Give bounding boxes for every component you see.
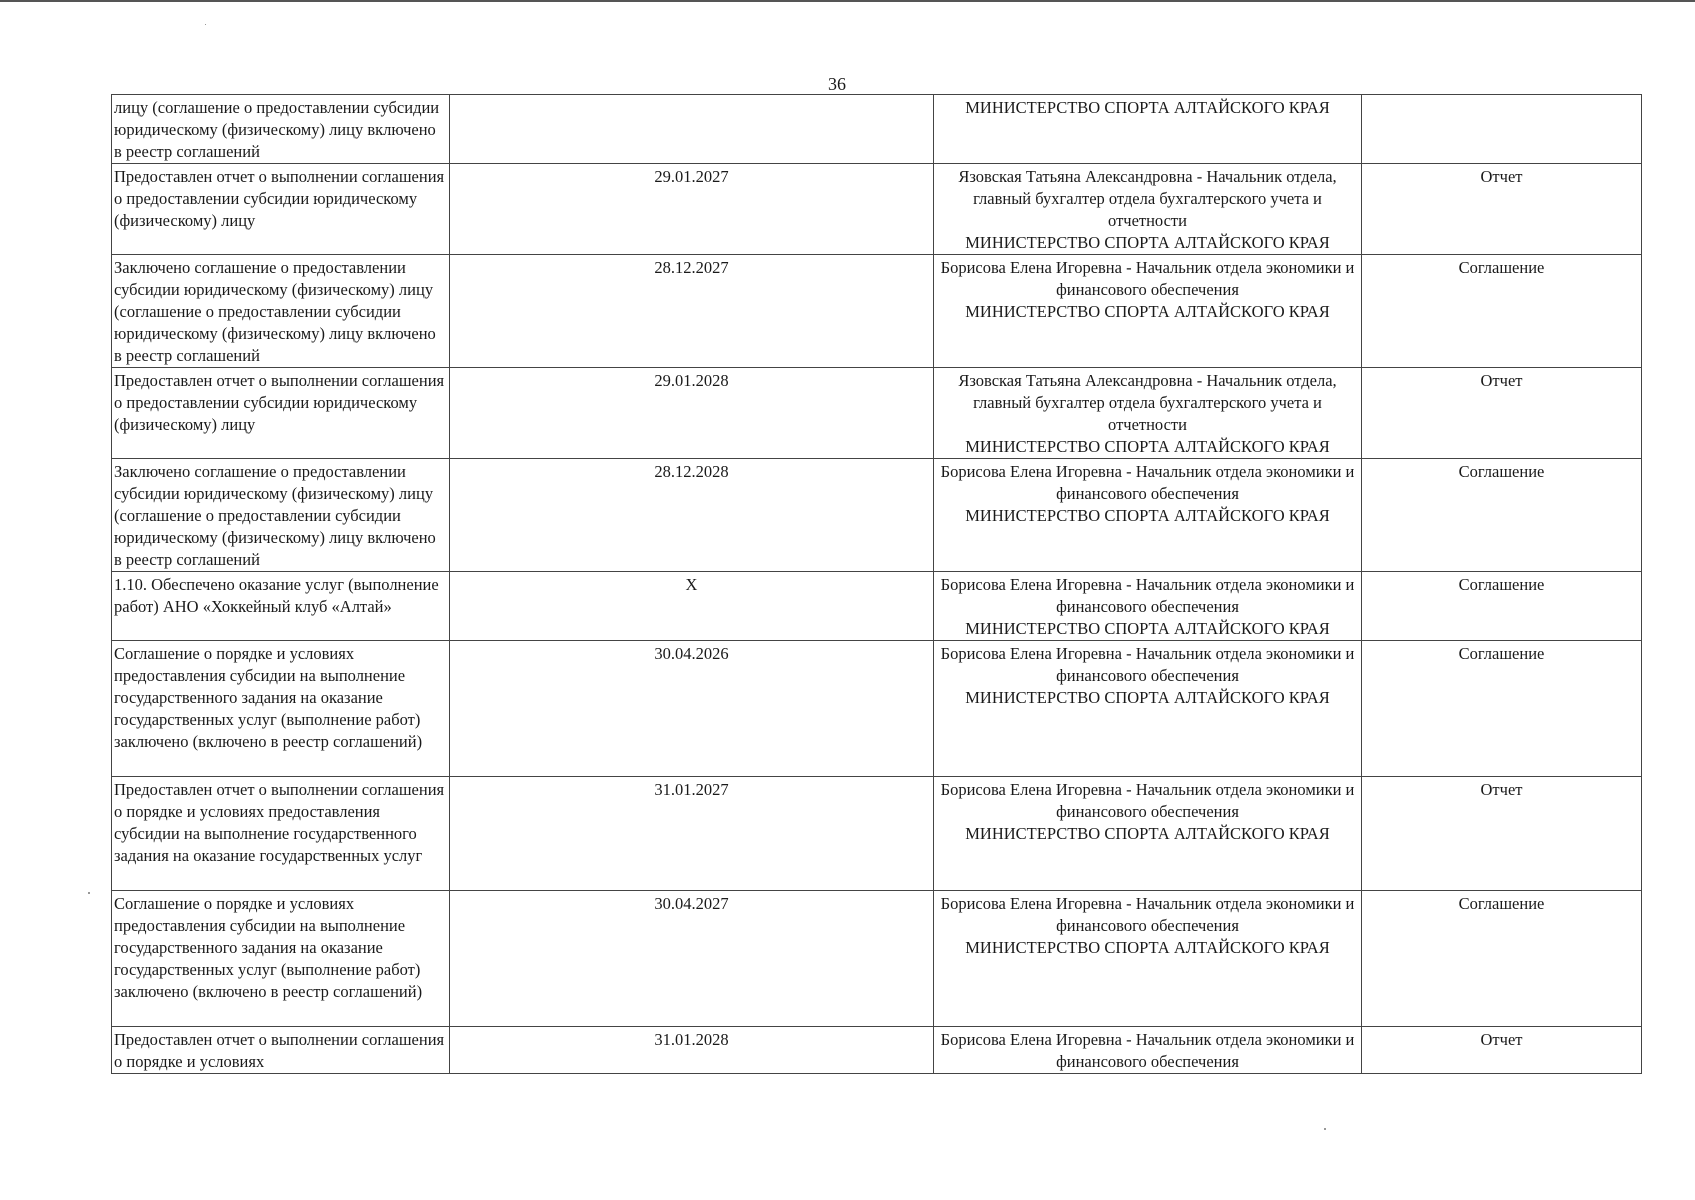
table-row (112, 459, 1642, 572)
scan-border-line (0, 0, 1695, 2)
responsible-cell (934, 255, 1362, 368)
date-cell: 29.01.2027 (450, 164, 934, 255)
scan-speck (1324, 1128, 1326, 1130)
date-cell: 31.01.2027 (450, 777, 934, 891)
responsible-org: МИНИСТЕРСТВО СПОРТА АЛТАЙСКОГО КРАЯ (965, 938, 1330, 957)
date-cell: 29.01.2028 (450, 368, 934, 459)
responsible-person: Язовская Татьяна Александровна - Начальник отдела, главный бухгалтер отдела бухгалтерского учета и отчетности (958, 167, 1337, 230)
document-type-cell: Соглашение (1362, 255, 1642, 368)
table-row (112, 368, 1642, 459)
table-row (112, 891, 1642, 1027)
event-cell: 1.10. Обеспечено оказание услуг (выполнение работ) АНО «Хоккейный клуб «Алтай» (112, 572, 450, 641)
scan-speck (205, 24, 206, 25)
event-cell: Заключено соглашение о предоставлении субсидии юридическому (физическому) лицу (соглашение о предоставлении субсидии юридическому (физическому) лицу включено в реестр соглашений (112, 255, 450, 368)
table-row (112, 641, 1642, 777)
responsible-person: Борисова Елена Игоревна - Начальник отдела экономики и финансового обеспечения (940, 894, 1355, 935)
date-cell: 30.04.2027 (450, 891, 934, 1027)
document-type-cell: Соглашение (1362, 572, 1642, 641)
responsible-person: Язовская Татьяна Александровна - Начальник отдела, главный бухгалтер отдела бухгалтерского учета и отчетности (958, 371, 1337, 434)
table-row (112, 255, 1642, 368)
responsible-cell (934, 459, 1362, 572)
responsible-cell (934, 95, 1362, 164)
responsible-person: Борисова Елена Игоревна - Начальник отдела экономики и финансового обеспечения (940, 462, 1355, 503)
event-cell: Предоставлен отчет о выполнении соглашения о предоставлении субсидии юридическому (физическому) лицу (112, 164, 450, 255)
responsible-cell (934, 368, 1362, 459)
date-cell (450, 95, 934, 164)
document-type-cell: Отчет (1362, 1027, 1642, 1074)
responsible-person: Борисова Елена Игоревна - Начальник отдела экономики и финансового обеспечения (940, 575, 1355, 616)
responsible-org: МИНИСТЕРСТВО СПОРТА АЛТАЙСКОГО КРАЯ (965, 506, 1330, 525)
date-cell: 28.12.2027 (450, 255, 934, 368)
date-cell: X (450, 572, 934, 641)
responsible-org: МИНИСТЕРСТВО СПОРТА АЛТАЙСКОГО КРАЯ (965, 98, 1330, 117)
table-row (112, 1027, 1642, 1074)
responsible-cell (934, 891, 1362, 1027)
document-type-cell: Соглашение (1362, 641, 1642, 777)
page-number: 36 (828, 74, 846, 94)
document-type-cell: Соглашение (1362, 891, 1642, 1027)
responsible-org: МИНИСТЕРСТВО СПОРТА АЛТАЙСКОГО КРАЯ (965, 619, 1330, 638)
responsible-person: Борисова Елена Игоревна - Начальник отдела экономики и финансового обеспечения (940, 1030, 1355, 1071)
scan-speck (88, 892, 90, 894)
document-type-cell: Отчет (1362, 164, 1642, 255)
table-row (112, 95, 1642, 164)
responsible-org: МИНИСТЕРСТВО СПОРТА АЛТАЙСКОГО КРАЯ (965, 688, 1330, 707)
responsible-cell (934, 777, 1362, 891)
document-type-cell: Отчет (1362, 368, 1642, 459)
date-cell: 28.12.2028 (450, 459, 934, 572)
responsible-org: МИНИСТЕРСТВО СПОРТА АЛТАЙСКОГО КРАЯ (965, 437, 1330, 456)
responsible-person: Борисова Елена Игоревна - Начальник отдела экономики и финансового обеспечения (940, 644, 1355, 685)
event-cell: Предоставлен отчет о выполнении соглашения о порядке и условиях предоставления субсидии на выполнение государственного задания на оказание государственных услуг (112, 777, 450, 891)
responsible-cell (934, 1027, 1362, 1074)
table-row (112, 572, 1642, 641)
responsible-org: МИНИСТЕРСТВО СПОРТА АЛТАЙСКОГО КРАЯ (965, 302, 1330, 321)
event-cell: Заключено соглашение о предоставлении субсидии юридическому (физическому) лицу (соглашение о предоставлении субсидии юридическому (физическому) лицу включено в реестр соглашений (112, 459, 450, 572)
document-type-cell: Отчет (1362, 777, 1642, 891)
date-cell: 31.01.2028 (450, 1027, 934, 1074)
table-row (112, 777, 1642, 891)
document-type-cell: Соглашение (1362, 459, 1642, 572)
events-table (111, 94, 1642, 1074)
responsible-cell (934, 164, 1362, 255)
responsible-org: МИНИСТЕРСТВО СПОРТА АЛТАЙСКОГО КРАЯ (965, 233, 1330, 252)
event-cell: Соглашение о порядке и условиях предоставления субсидии на выполнение государственного задания на оказание государственных услуг (выполнение работ) заключено (включено в реестр соглашений) (112, 891, 450, 1027)
responsible-person: Борисова Елена Игоревна - Начальник отдела экономики и финансового обеспечения (940, 780, 1355, 821)
document-type-cell (1362, 95, 1642, 164)
responsible-cell (934, 572, 1362, 641)
responsible-person: Борисова Елена Игоревна - Начальник отдела экономики и финансового обеспечения (940, 258, 1355, 299)
event-cell: Предоставлен отчет о выполнении соглашения о предоставлении субсидии юридическому (физическому) лицу (112, 368, 450, 459)
responsible-cell (934, 641, 1362, 777)
event-cell: Предоставлен отчет о выполнении соглашения о порядке и условиях (112, 1027, 450, 1074)
event-cell: лицу (соглашение о предоставлении субсидии юридическому (физическому) лицу включено в реестр соглашений (112, 95, 450, 164)
table-row (112, 164, 1642, 255)
date-cell: 30.04.2026 (450, 641, 934, 777)
event-cell: Соглашение о порядке и условиях предоставления субсидии на выполнение государственного задания на оказание государственных услуг (выполнение работ) заключено (включено в реестр соглашений) (112, 641, 450, 777)
responsible-org: МИНИСТЕРСТВО СПОРТА АЛТАЙСКОГО КРАЯ (965, 824, 1330, 843)
